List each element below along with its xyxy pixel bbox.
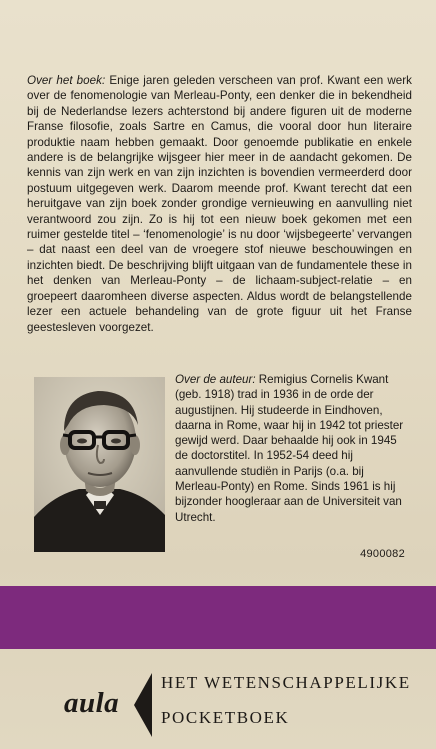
publisher-footer [0,649,436,749]
purple-band [0,586,436,649]
about-book-label: Over het boek: [27,74,106,87]
about-author-label: Over de auteur: [175,373,256,386]
triangle-icon [132,672,154,738]
author-portrait-photo [34,377,165,552]
catalog-number: 4900082 [360,548,405,560]
about-author-section [175,372,410,525]
about-book-section [27,73,412,335]
publisher-logo: aula [64,687,120,719]
about-book-paragraph [27,73,412,335]
series-title-line2: POCKETBOEK [161,708,290,727]
author-portrait [34,377,165,552]
about-author-paragraph [175,372,410,525]
series-title-line1: HET WETENSCHAPPELIJKE [161,673,411,692]
about-author-text: Remigius Cornelis Kwant (geb. 1918) trad in 1936 in de orde der augustijnen. Hij studeerde in Eindhoven, daarna in Rome, waar hij in 1942 tot priester gewijd werd. Daar behaalde hij ook in 1945 de doctorstitel. In 1952-54 deed hij aanvullende studiën in Parijs (o.a. bij Merleau-Ponty) en Rome. Sinds 1961 is hij bijzonder hoogleraar aan de Universiteit van Utrecht. [175,373,404,524]
about-book-text: Enige jaren geleden verscheen van prof. Kwant een werk over de fenomenologie van Merleau-Ponty, een denker die in bekendheid bij de Nederlandse lezers achterstond bij andere figuren uit de moderne Franse filosofie, zoals Sartre en Camus, die vooral door hun literaire produktie naam hebben gemaakt. Door genoemde publikatie en enkele andere is de belangrijke wijsgeer hier meer in de aandacht gekomen. De kennis van zijn werk en van zijn inzichten is bovendien vermeerderd door postuum uitgegeven werk. Daarom meende prof. Kwant terecht dat een heruitgave van zijn boek zonder grondige vernieuwing en aanvulling niet verantwoord zou zijn. Zo is hij tot een nieuw boek gekomen met een ruimer gestelde titel – ‘fenomenologie’ is nu door ‘wijsbegeerte’ vervangen – dat naast een deel van de vroegere stof nieuwe beschouwingen en inzichten biedt. De beschrijving blijft uitgaan van de fundamentele these in het denken van Merleau-Ponty – de lichaam-subject-relatie – en groepeert daaromheen diverse aspecten. Aldus wordt de belangstellende lezer een actuele behandeling van de grote figuur uit het Franse geestesleven voorgezet. [27,74,413,334]
